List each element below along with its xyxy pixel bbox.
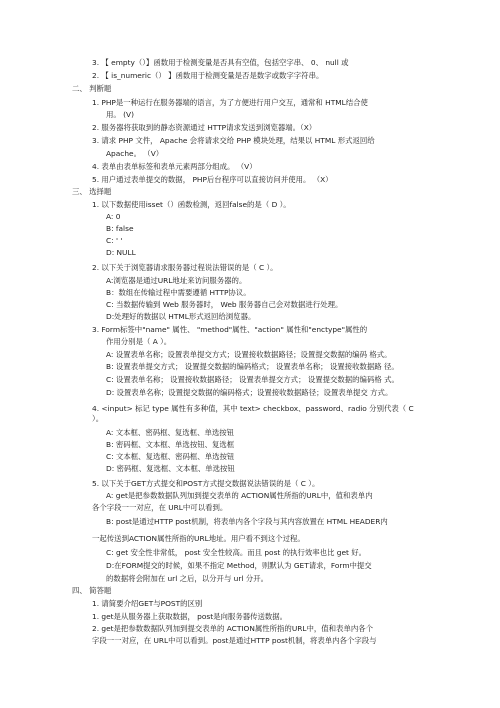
text-line: 字段一一对应，在 URL中可以看到。post是通过HTTP post机制，将表单内各个字段与 <box>92 636 377 645</box>
text-line: D: 设置表单名称；设置提交数据的编码格式；设置接收数据路径；设置表单提交 方式。 <box>106 388 393 397</box>
text-line: 的数据将会附加在 url 之后，以分开与 url 分开。 <box>106 574 268 583</box>
text-line: D: 密码框、复选框、文本框、单选按钮 <box>106 464 235 473</box>
text-line: D:在FORM提交的时候，如果不指定 Method，则默认为 GET请求，Form中提交 <box>106 561 372 570</box>
text-line: 三、 选择题 <box>72 187 112 196</box>
text-line: C: 文本框、复选框、密码框、单选按钮 <box>106 452 235 461</box>
text-line: A: get是把参数数据队列加到提交表单的 ACTION属性所指的URL中，值和表单内 <box>106 491 373 500</box>
text-line: 2. 服务器将获取到的静态资源通过 HTTP请求发送到浏览器端。（X） <box>92 123 317 132</box>
text-line: A:浏览器是通过URL地址来访问服务器的。 <box>106 276 247 285</box>
text-line: Apache。 （V） <box>106 149 164 158</box>
text-line: 1. PHP是一种运行在服务器端的语言，为了方便进行用户交互，通常和 HTML结合使 <box>92 98 368 107</box>
text-line: C: 当数据传输到 Web 服务器时， Web 服务器自己会对数据进行处理。 <box>106 300 343 309</box>
text-line: 2. 以下关于浏览器请求服务器过程说法错误的是（ C ）。 <box>92 263 278 272</box>
text-line: 一起传送到ACTION属性所指的URL地址。用户看不到这个过程。 <box>92 534 305 543</box>
text-line: B: 密码框、文本框、单选按钮、复选框 <box>106 440 235 449</box>
text-line: 2. get是把参数数据队列加到提交表单的 ACTION属性所指的URL中，值和表单内各个 <box>92 624 374 633</box>
text-line: B: false <box>106 224 134 233</box>
text-line: B: post是通过HTTP post机制，将表单内各个字段与其内容放置在 HTML HEADER内 <box>106 517 388 526</box>
text-line: B: 设置表单提交方式； 设置提交数据的编码格式； 设置表单名称； 设置接收数据路 径。 <box>106 362 399 371</box>
text-line: 二、 判断题 <box>72 84 112 93</box>
text-line: 1. get是从服务器上获取数据， post是向服务器传送数据。 <box>92 612 288 621</box>
text-line: 3. Form标签中"name" 属性、 "method"属性、"action" 属性和"enctype"属性的 <box>92 325 368 334</box>
text-line: C: 设置表单名称； 设置接收数据路径； 设置表单提交方式； 设置提交数据的编码格 式。 <box>106 375 399 384</box>
text-line: C: ' ' <box>106 236 123 245</box>
text-line: 4. 表单由表单标签和表单元素两部分组成。 （V） <box>92 162 257 171</box>
text-line: 四、 简答题 <box>72 586 112 595</box>
text-line: ）。 <box>92 414 104 423</box>
text-line: 用。 (V) <box>106 110 134 119</box>
text-line: D: NULL <box>106 248 136 257</box>
text-line: 3. 【 empty（）】函数用于检测变量是否具有空值，包括空字串、 0、 null 或 <box>92 58 349 67</box>
text-line: 1. 以下数据使用isset（）函数检测，返回false的是（ D ）。 <box>92 200 291 209</box>
text-line: B：数组在传输过程中需要遵循 HTTP协议。 <box>106 288 251 297</box>
text-line: A: 0 <box>106 212 121 221</box>
text-line: 4. <input> 标记 type 属性有多种值，其中 text> checkbox、password、radio 分别代表（ C <box>92 404 414 413</box>
text-line: 5. 以下关于GET方式提交和POST方式提交数据说法错误的是（ C ）。 <box>92 479 320 488</box>
text-line: D:处理好的数据以 HTML形式返回给浏览器。 <box>106 312 256 321</box>
text-line: 各个字段一一对应，在 URL中可以看到。 <box>92 503 228 512</box>
text-line: 1. 请简要介绍GET与POST的区别 <box>92 599 203 608</box>
text-line: A: 文本框、密码框、复选框、单选按钮 <box>106 428 235 437</box>
text-line: 作用分别是（ A ）。 <box>106 337 172 346</box>
text-line: A: 设置表单名称；设置表单提交方式；设置接收数据路径；设置提交数据的编码 格式。 <box>106 350 392 359</box>
text-line: C: get 安全性非常低， post 安全性较高。而且 post 的执行效率也比 get 好。 <box>106 548 367 557</box>
text-line: 3. 请求 PHP 文件， Apache 会将请求交给 PHP 模块处理，结果以 HTML 形式返回给 <box>92 136 375 145</box>
text-line: 2. 【 is_numeric（） 】函数用于检测变量是否是数字或数字字符串。 <box>92 71 324 80</box>
text-line: 5. 用户通过表单提交的数据， PHP后台程序可以直接访问并使用。 （X） <box>92 175 333 184</box>
